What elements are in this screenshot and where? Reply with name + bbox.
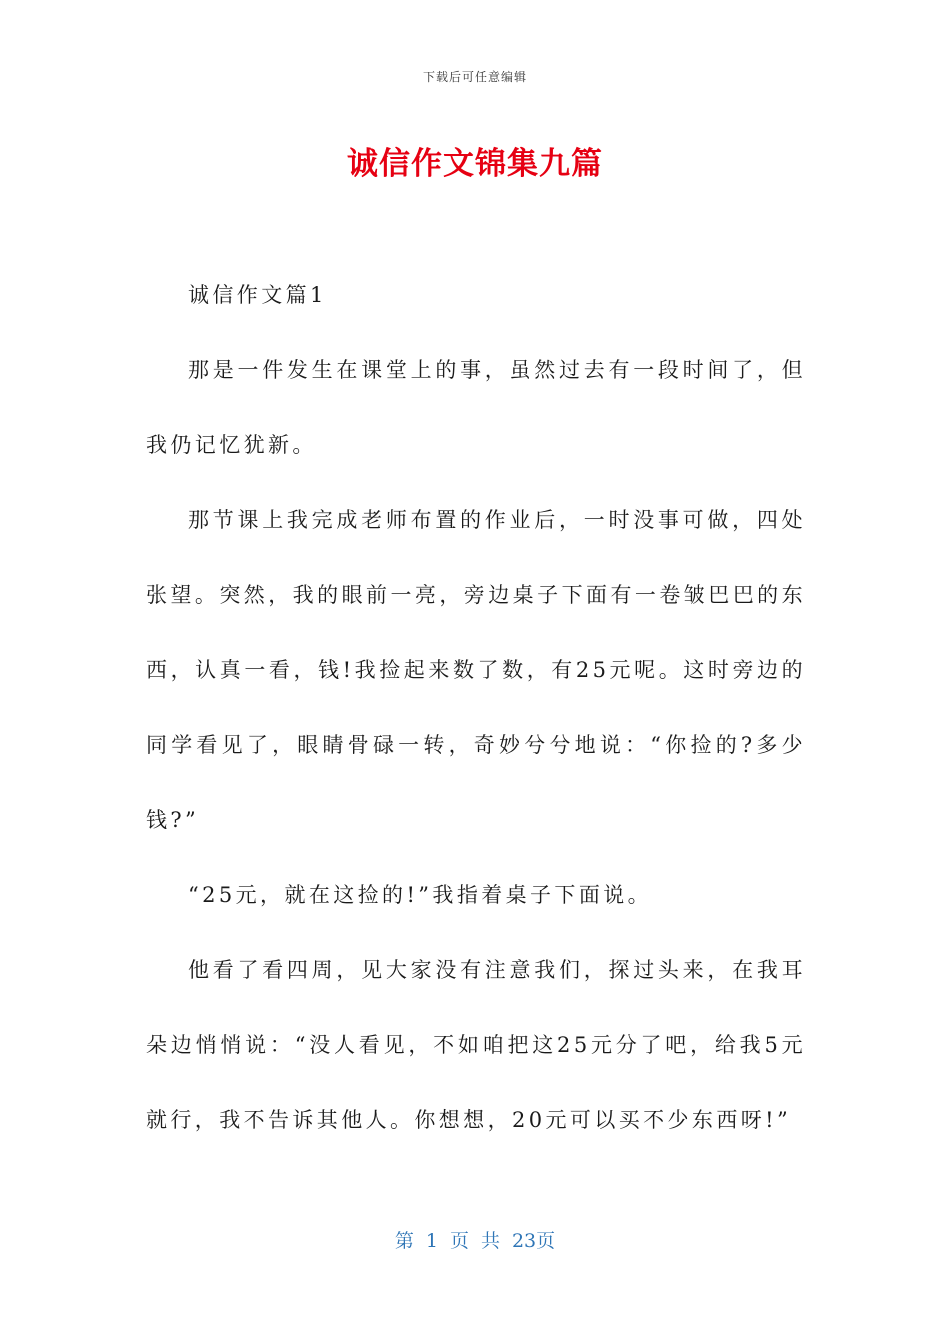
paragraph: 那是一件发生在课堂上的事，虽然过去有一段时间了，但我仍记忆犹新。 bbox=[146, 358, 806, 457]
footer-label-ye: 页 bbox=[449, 1230, 469, 1252]
paragraph: 那节课上我完成老师布置的作业后，一时没事可做，四处张望。突然，我的眼前一亮，旁边桌子下面有一卷皱巴巴的东西，认真一看，钱!我捡起来数了数，有25元呢。这时旁边的同学看见了，眼睛骨碌一转，奇妙兮兮地说：“你捡的?多少钱?” bbox=[146, 508, 806, 832]
paragraph: 他看了看四周，见大家没有注意我们，探过头来，在我耳朵边悄悄说：“没人看见，不如咱把这25元分了吧，给我5元就行，我不告诉其他人。你想想，20元可以买不少东西呀!” bbox=[146, 958, 806, 1132]
footer-label-di: 第 bbox=[394, 1230, 414, 1252]
section-heading: 诚信作文篇1 bbox=[188, 283, 327, 307]
paragraph: “25元，就在这捡的!”我指着桌子下面说。 bbox=[188, 883, 653, 907]
document-body bbox=[146, 258, 806, 1158]
current-page-number: 1 bbox=[425, 1230, 438, 1252]
page-number-footer bbox=[0, 1226, 950, 1253]
footer-label-gong: 共 bbox=[480, 1230, 500, 1252]
header-note: 下载后可任意编辑 bbox=[422, 70, 527, 84]
document-title: 诚信作文锦集九篇 bbox=[347, 146, 603, 182]
total-pages: 23页 bbox=[511, 1230, 556, 1252]
